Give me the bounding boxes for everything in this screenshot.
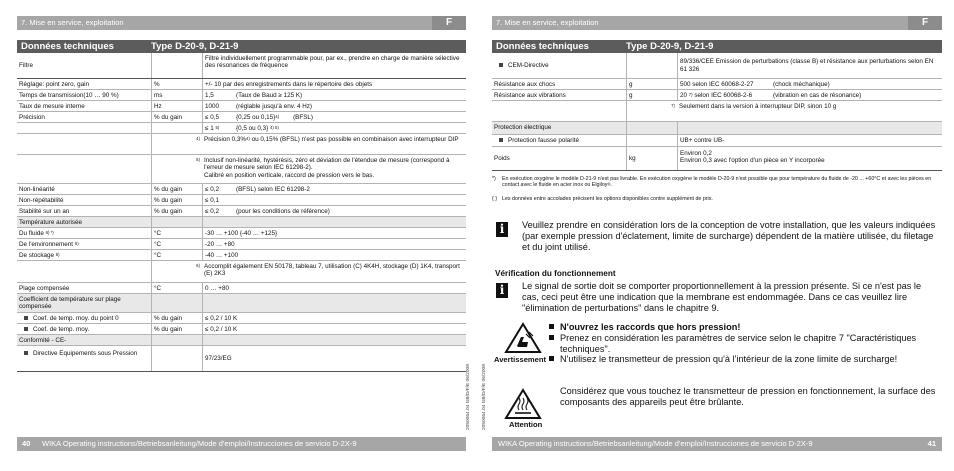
page-footer (17, 437, 466, 451)
row-label: Plage compensée (19, 285, 70, 292)
page-right (477, 0, 954, 471)
bullet-icon (499, 63, 503, 67)
table-row (17, 195, 466, 206)
footer-text: WIKA Operating instructions/Betriebsanleitung/Mode d'emploi/Instrucciones de servicio D-2X-9 (42, 439, 357, 448)
table-header (492, 40, 942, 53)
page-number: 41 (927, 439, 936, 448)
row-label: CEM-Directive (492, 53, 626, 78)
row-label: Coef. de temp. moy. du point 0 (17, 313, 151, 323)
table-row (17, 239, 466, 250)
header-title: Données techniques (21, 41, 114, 52)
row-value: -40 … +100 (202, 250, 466, 260)
row-unit: % (151, 79, 202, 89)
row-unit: Hz (151, 101, 202, 111)
row-unit (151, 53, 202, 78)
chapter-bar (492, 16, 942, 30)
table-row (17, 313, 466, 324)
bullet-icon (549, 324, 554, 329)
table-row (17, 79, 466, 90)
row-note: (Taux de Baud ≥ 125 K) (236, 92, 303, 99)
row-label: Résistance aux chocs (494, 81, 556, 88)
table-row (492, 147, 942, 171)
warning-list (549, 322, 942, 365)
bullet-icon (24, 316, 28, 320)
table-row (17, 346, 466, 372)
table-row (17, 134, 466, 155)
footnote-marker: 7) (626, 101, 677, 121)
row-note: (BFSL) selon IEC 61298-2 (236, 186, 310, 193)
row-label: Précision (19, 114, 45, 121)
row-label: Protection électrique (494, 124, 552, 132)
header-type: Type D-20-9, D-21-9 (626, 41, 714, 52)
row-label: Non-linéarité (19, 186, 55, 193)
row-value: ≤ 0,2 / 10 K (202, 324, 466, 334)
row-label: Coef. de temp. moy. (17, 324, 151, 334)
table-row (17, 184, 466, 195)
row-note: (chock méchanique) (773, 81, 830, 88)
table-row (17, 217, 466, 228)
row-value: 89/336/CEE Emission de perturbations (classe B) et résistance aux perturbations selon EN 61 326 (677, 53, 942, 78)
table-row (492, 122, 942, 135)
table-row (17, 294, 466, 313)
document-code: 2050064.04 GB/D/F/E 06/2008 (482, 364, 487, 430)
row-unit: % du gain (151, 112, 202, 122)
table-row (17, 335, 466, 346)
row-note: (réglable jusqu'à env. 4 Hz) (236, 103, 312, 110)
row-value: 0 … +80 (202, 283, 466, 293)
footnote-text: Seulement dans la version à interrupteur DIP, sinon 10 g (679, 103, 837, 110)
footnote-marker: 5) (151, 155, 202, 183)
page-number: 40 (22, 439, 31, 448)
row-unit: % du gain (151, 184, 202, 194)
table-row (17, 53, 466, 79)
row-unit: °C (151, 250, 202, 260)
footnote-star: *) En exécution oxygène le modèle D-21-9 n'est pas livrable. En exécution oxygène le modèle D-20-9 n'est possible que pour température du fluide de -20 ... +60°C et avec les pièces en contact avec le fluide en acier inox ou Elgiloy®. (492, 176, 932, 189)
row-note: (pour les conditions de référence) (236, 208, 330, 215)
footnote-braces: { } Les données entre accolades précisent les options disponibles contre supplément de prix. (492, 196, 713, 202)
chapter-title: 7. Mise en service, exploitation (21, 18, 124, 27)
row-label: Température autorisée (19, 219, 83, 226)
row-note: {0,25 ou 0,15}$^{4)}$ (BFSL) (236, 114, 314, 121)
bullet-icon (549, 356, 554, 361)
table-row (492, 90, 942, 101)
row-label: Réglage: point zero, gain (19, 81, 90, 88)
bullet-icon (549, 335, 554, 340)
row-value: +/- 10 par des enregistrements dans le répertoire des objets (202, 79, 466, 89)
row-unit: °C (151, 228, 202, 238)
row-label: Non-répétabilité (19, 197, 64, 204)
row-value: Environ 0,2 Environ 0,3 avec l'option d'un pièce en Y incorporée (677, 147, 942, 170)
row-value: 1,5 (202, 90, 234, 100)
info-square-icon: i (496, 222, 508, 237)
table-row (17, 261, 466, 283)
table-header (17, 40, 466, 53)
bullet-icon (24, 327, 28, 331)
chapter-bar (17, 16, 466, 30)
row-unit: ms (151, 90, 202, 100)
attention-label: Attention (509, 420, 543, 429)
row-label: Taux de mesure interne (19, 103, 85, 110)
row-unit: % du gain (151, 313, 202, 323)
table-row (492, 135, 942, 147)
row-label: De l'environnement $^{6)}$ (19, 241, 79, 248)
row-value: ≤ 0,2 (202, 184, 234, 194)
row-label: Protection fausse polarité (492, 135, 626, 146)
row-label: Filtre (19, 61, 33, 69)
footnote-text: Accomplit également EN 50178, tableau 7, utilisation (C) 4K4H, stockage (D) 1K4, transport (E) 2K3 (204, 263, 460, 278)
hand-warning-icon (504, 322, 542, 354)
row-note: {0,5 ou 0,3} $^{4) 5)}$ (236, 125, 279, 132)
page-footer (492, 437, 942, 451)
row-value: ≤ 0,1 (202, 195, 466, 205)
table-row (17, 90, 466, 101)
warning-label: Avertissement (494, 355, 547, 364)
table-row (17, 283, 466, 294)
info-paragraph-2: Le signal de sortie doit se comporter proportionnellement à la pression présente. Si ce n'est pas le cas, ceci peut être une indication que la membrane est endommagée. Dans ce cas veuillez lire "élimination de perturbations" dans le chapitre 9. (522, 281, 922, 313)
row-note: (vibration en cas de résonance) (773, 92, 862, 99)
footnote-text: Inclusif non-linéarité, hystérésis, zéro et déviation de l'étendue de mesure (correspond à l'erreur de mesure selon IEC 61298-2). Calibré en position verticale, raccord de pression vers le bas. (204, 157, 450, 179)
warning-item: N'ouvrez les raccords que hors pression! (549, 322, 942, 333)
footer-text: WIKA Operating instructions/Betriebsanleitung/Mode d'emploi/Instrucciones de servicio D-2X-9 (498, 439, 813, 448)
row-value: 20 $^{7)}$ selon IEC 60068-2-6 (677, 90, 771, 100)
row-value: 97/23/EG (202, 346, 466, 371)
row-label: Directive Equipements sous Pression (17, 346, 151, 371)
row-value: UB+ contre UB- (677, 135, 942, 146)
row-value: ≤ 0,5 (202, 112, 234, 122)
row-unit: % du gain (151, 206, 202, 216)
row-unit: g (626, 79, 677, 89)
row-unit: % du gain (151, 324, 202, 334)
bullet-icon (24, 351, 28, 355)
table-row (492, 79, 942, 90)
header-title: Données techniques (496, 41, 589, 52)
language-tab: F (908, 16, 942, 30)
table-row (17, 228, 466, 239)
row-label: Stabilité sur un an (19, 208, 70, 215)
row-value: 500 selon IEC 60068-2-27 (677, 79, 771, 89)
info-square-icon: i (496, 283, 508, 298)
warning-item: Prenez en considération les paramètres de service selon le chapitre 7 "Caractéristiques techniques". (549, 333, 942, 355)
table-row (17, 206, 466, 217)
section-heading: Vérification du fonctionnement (495, 269, 616, 278)
footnote-text: Précision 0,3%$^{4)}$ ou 0,15% (BFSL) n'est pas possible en combinaison avec interrupteur DIP (204, 136, 459, 143)
row-label: Coefficient de température sur plage compensée (19, 296, 121, 311)
table-row (17, 155, 466, 184)
row-unit: °C (151, 283, 202, 293)
table-row (17, 101, 466, 112)
language-tab: F (432, 16, 466, 30)
row-value: ≤ 0,2 (202, 206, 234, 216)
row-label: Conformité - CE- (19, 337, 67, 344)
row-value: ≤ 0,2 / 10 K (202, 313, 466, 323)
row-value: -20 … +80 (202, 239, 466, 249)
row-unit: % du gain (151, 195, 202, 205)
row-value: ≤ 1 $^{5)}$ (202, 123, 234, 133)
row-label: Temps de transmission(10 … 90 %) (19, 92, 119, 99)
row-label: Du fluide $^{6) *)}$ (19, 230, 54, 237)
table-row (17, 123, 466, 134)
row-value: Filtre individuellement programmable pour, par ex., prendre en charge de manière sélective des résonances de fréquence (202, 53, 466, 78)
hot-surface-warning-icon (504, 388, 542, 420)
warning-item: N'utilisez le transmetteur de pression qu'à l'intérieur de la zone limite de surcharge! (549, 354, 942, 365)
row-label: Résistance aux vibrations (494, 92, 566, 99)
row-label: De stockage $^{6)}$ (19, 252, 60, 259)
bullet-icon (499, 138, 503, 142)
footnote-marker: 4) (151, 134, 202, 154)
row-value: -30 … +100 {-40 … +125} (202, 228, 466, 238)
table-row (17, 250, 466, 261)
footnote-marker: 6) (151, 261, 202, 282)
row-unit: kg (626, 147, 677, 170)
info-paragraph-1: Veuillez prendre en considération lors de la conception de votre installation, que les valeurs indiquées (par exemple pression d'éclatement, limite de surcharge) dépendent de la matière utilisée, du filetage et du joint utilisé. (522, 220, 936, 252)
document-code: 2050064.04 GB/D/F/E 06/2008 (466, 364, 471, 430)
chapter-title: 7. Mise en service, exploitation (496, 18, 599, 27)
table-row (17, 112, 466, 123)
row-unit: g (626, 90, 677, 100)
row-label: Poids (494, 154, 510, 162)
attention-text: Considérez que vous touchez le transmetteur de pression en fonctionnement, la surface des composants des appareils peut être brûlante. (560, 386, 936, 407)
table-row (17, 324, 466, 335)
row-value: 1000 (202, 101, 234, 111)
table-row (492, 53, 942, 79)
header-type: Type D-20-9, D-21-9 (151, 41, 239, 52)
row-unit: °C (151, 239, 202, 249)
table-row (492, 101, 942, 122)
